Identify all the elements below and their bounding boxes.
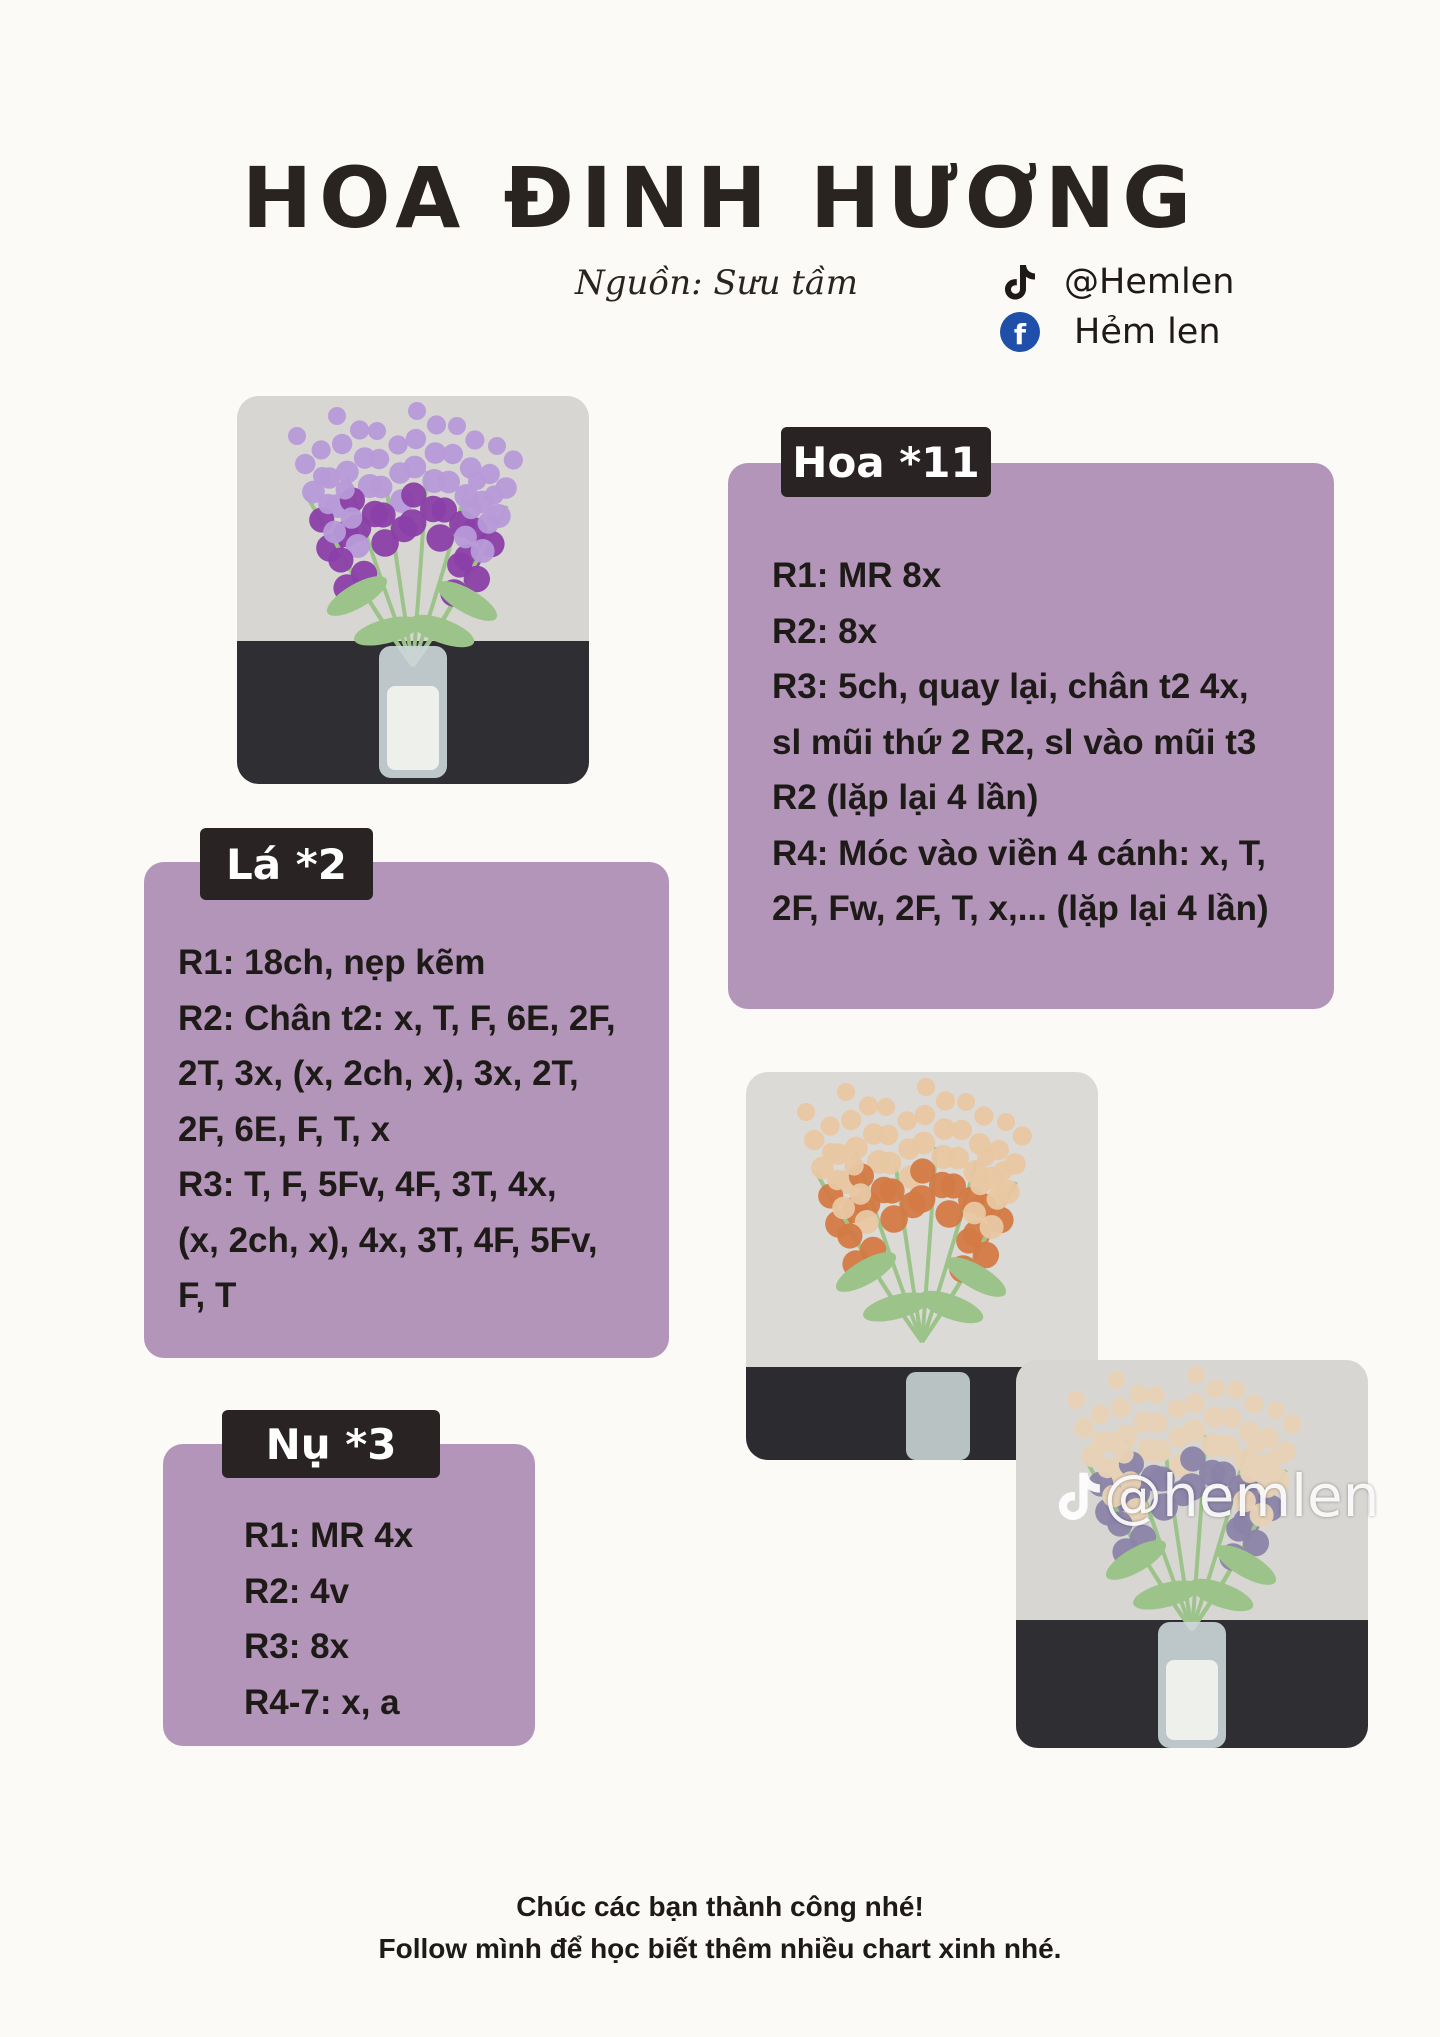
tiktok-watermark (1052, 1462, 1380, 1530)
source-credit: Nguồn: Sưu tầm (575, 263, 859, 303)
facebook-name: Hẻm len (1074, 312, 1221, 352)
instruction-line: R2: 8x (772, 611, 878, 651)
la-instructions (178, 935, 616, 1324)
purple-lilac-photo (237, 396, 589, 784)
la-tag: Lá *2 (200, 828, 373, 900)
footer-follow: Follow mình để học biết thêm nhiều chart xinh nhé. (378, 1933, 1062, 1964)
instruction-line: 2F, 6E, F, T, x (178, 1109, 391, 1149)
tiktok-link[interactable] (1000, 258, 1234, 306)
page-title: HOA ĐINH HƯƠNG (241, 149, 1199, 247)
instruction-line: R1: 18ch, nẹp kẽm (178, 943, 486, 982)
instruction-line: R3: 5ch, quay lại, chân t2 4x, (772, 667, 1249, 706)
instruction-line: R4-7: x, a (244, 1682, 400, 1722)
instruction-line: R3: 8x (244, 1627, 350, 1666)
instruction-line: sl mũi thứ 2 R2, sl vào mũi t3 (772, 722, 1257, 762)
hoa-tag: Hoa *11 (781, 427, 991, 497)
instruction-line: R3: T, F, 5Fv, 4F, 3T, 4x, (178, 1165, 557, 1204)
nu-instructions (244, 1508, 413, 1730)
tiktok-icon (1000, 262, 1038, 302)
instruction-line: R2: Chân t2: x, T, F, 6E, 2F, (178, 998, 616, 1038)
instruction-line: 2T, 3x, (x, 2ch, x), 3x, 2T, (178, 1054, 579, 1093)
nu-tag: Nụ *3 (222, 1410, 440, 1478)
instruction-line: R4: Móc vào viền 4 cánh: x, T, (772, 833, 1267, 873)
facebook-icon: f (1000, 312, 1040, 352)
hoa-instructions (772, 548, 1269, 937)
mixed-lilac-photo (1016, 1360, 1368, 1748)
facebook-link[interactable] (1000, 308, 1221, 356)
instruction-line: R1: MR 8x (772, 556, 942, 595)
tiktok-handle: @Hemlen (1064, 262, 1235, 302)
instruction-line: R1: MR 4x (244, 1516, 414, 1555)
footer-greeting: Chúc các bạn thành công nhé! (516, 1891, 924, 1922)
tiktok-icon (1052, 1467, 1104, 1525)
instruction-line: F, T (178, 1276, 237, 1315)
instruction-line: R2: 4v (244, 1571, 350, 1611)
watermark-text: @hemlen (1104, 1462, 1380, 1530)
instruction-line: (x, 2ch, x), 4x, 3T, 4F, 5Fv, (178, 1220, 598, 1260)
footer (0, 1886, 1440, 1970)
instruction-line: R2 (lặp lại 4 lần) (772, 778, 1039, 817)
instruction-line: 2F, Fw, 2F, T, x,... (lặp lại 4 lần) (772, 889, 1269, 928)
